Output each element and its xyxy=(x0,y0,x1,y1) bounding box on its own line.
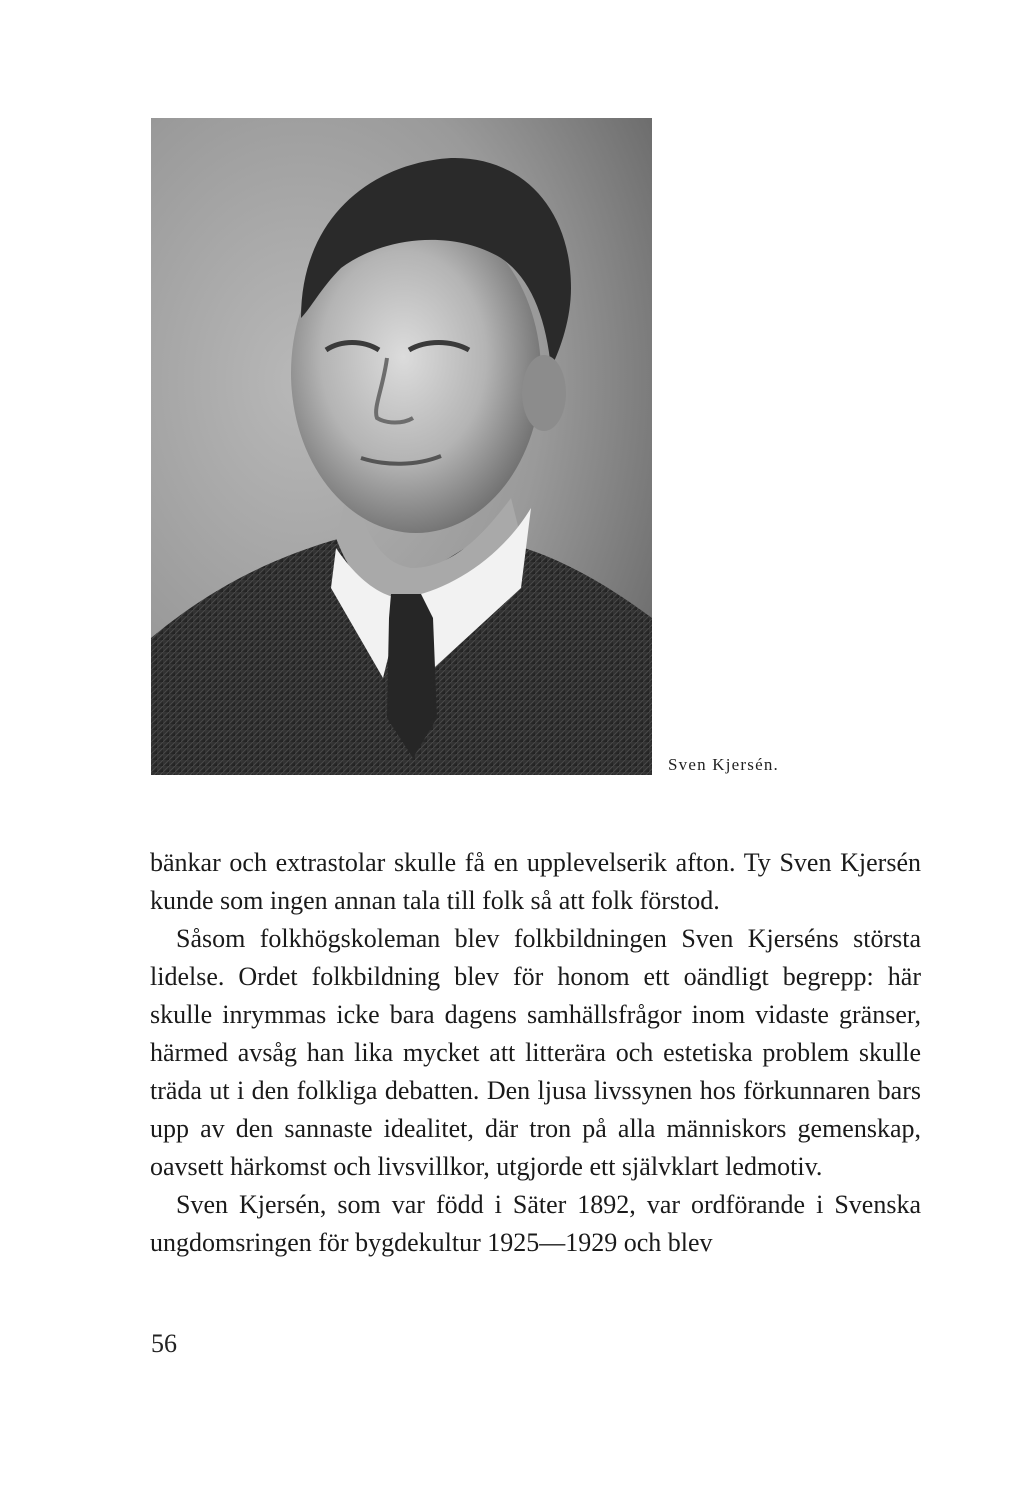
portrait-illustration xyxy=(151,118,652,775)
body-text xyxy=(150,844,921,1262)
paragraph-1: bänkar och extrastolar skulle få en upplevelserik afton. Ty Sven Kjersén kunde som ingen annan tala till folk så att folk förstod. xyxy=(150,848,921,915)
paragraph-2: Såsom folkhögskoleman blev folkbildningen Sven Kjerséns största lidelse. Ordet folkbildning blev för honom ett oändligt begrepp: här skulle inrymmas icke bara dagens samhällsfrågor inom vidaste gränser, härmed avsåg han lika mycket att litterära och estetiska problem skulle träda ut i den folkliga debatten. Den ljusa livssynen hos förkunnaren bars upp av den sannaste idealitet, där tron på alla människors gemenskap, oavsett härkomst och livsvillkor, utgjorde ett självklart ledmotiv. xyxy=(150,924,921,1181)
page-number: 56 xyxy=(151,1329,177,1358)
photo-caption: Sven Kjersén. xyxy=(668,755,779,774)
paragraph-3: Sven Kjersén, som var född i Säter 1892, var ordförande i Svenska ungdomsringen för bygdekultur 1925—1929 och blev xyxy=(150,1190,921,1257)
portrait-photo xyxy=(151,118,652,775)
